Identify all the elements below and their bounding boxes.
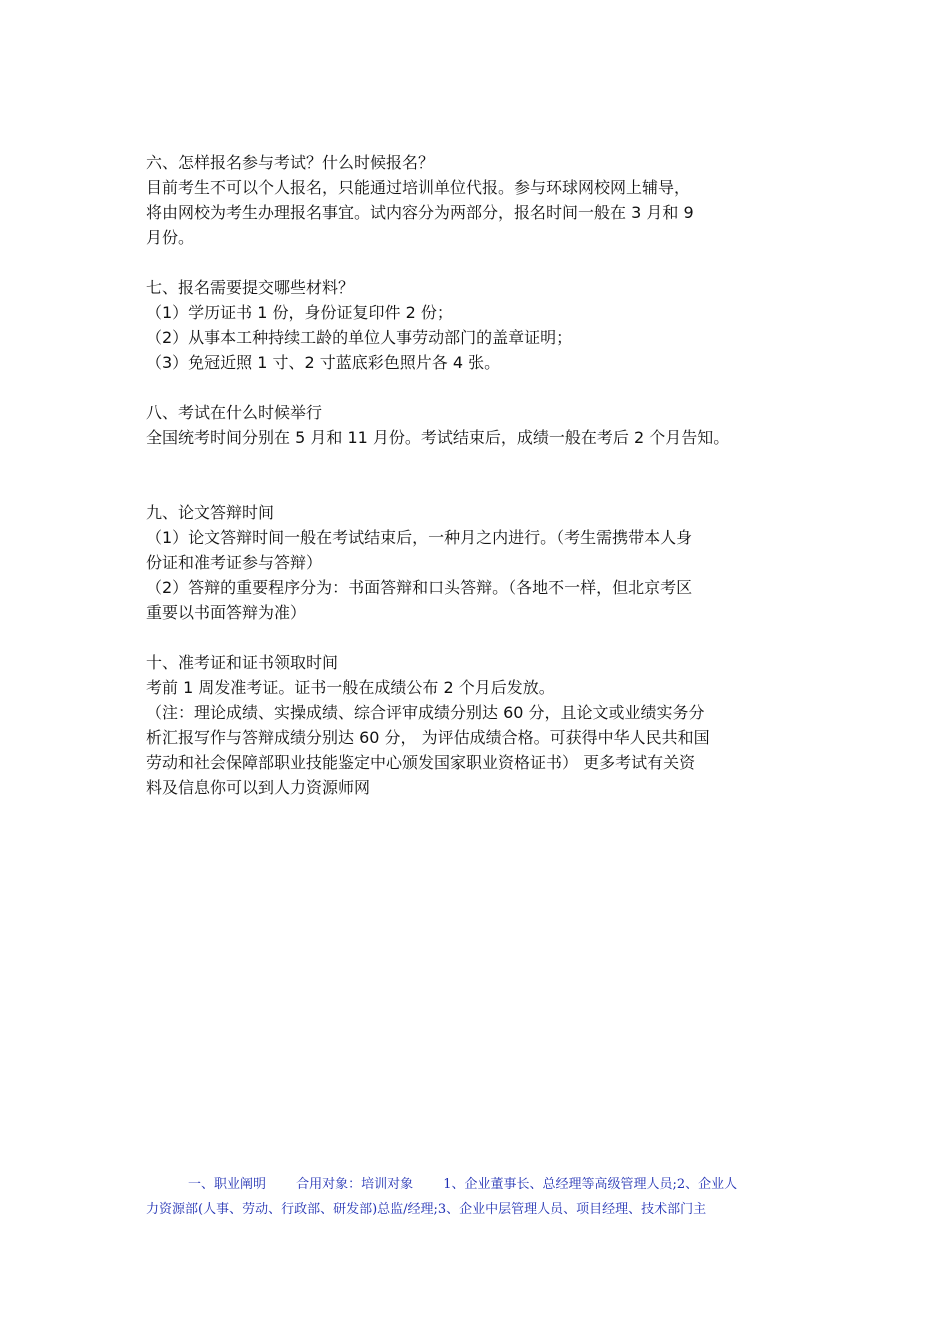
spacer [146,375,836,400]
document-body [146,150,836,800]
footer-line-2: 力资源部(人事、劳动、行政部、研发部)总监/经理;3、企业中层管理人员、项目经理、技术部门主 [146,1202,707,1217]
section-6-line-3: 月份。 [146,228,195,247]
section-9-line-3: （2）答辩的重要程序分为：书面答辩和口头答辩。（各地不一样，但北京考区 [146,578,693,597]
section-9-line-4: 重要以书面答辩为准） [146,603,307,622]
section-10-line-2: （注：理论成绩、实操成绩、综合评审成绩分别达 60 分，且论文或业绩实务分 [146,703,705,722]
section-10-line-4: 劳动和社会保障部职业技能鉴定中心颁发国家职业资格证书） 更多考试有关资 [146,753,696,772]
spacer [146,625,836,650]
section-8-heading: 八、考试在什么时候举行 [146,403,323,422]
section-7-line-2: （2）从事本工种持续工龄的单位人事劳动部门的盖章证明； [146,328,573,347]
section-9-line-1: （1）论文答辩时间一般在考试结束后，一种月之内进行。（考生需携带本人身 [146,528,693,547]
section-10 [146,650,836,800]
section-9-heading: 九、论文答辩时间 [146,503,275,522]
spacer [146,450,836,500]
footer-text [146,1172,826,1222]
spacer [146,250,836,275]
section-6 [146,150,836,250]
section-10-line-5: 料及信息你可以到人力资源师网 [146,778,371,797]
section-7 [146,275,836,375]
section-9-line-2: 份证和准考证参与答辩） [146,553,323,572]
section-7-heading: 七、报名需要提交哪些材料？ [146,278,355,297]
section-9 [146,500,836,625]
section-6-line-1: 目前考生不可以个人报名，只能通过培训单位代报。参与环球网校网上辅导， [146,178,691,197]
section-10-line-1: 考前 1 周发准考证。证书一般在成绩公布 2 个月后发放。 [146,678,555,697]
section-7-line-1: （1）学历证书 1 份，身份证复印件 2 份； [146,303,453,322]
section-7-line-3: （3）免冠近照 1 寸、2 寸蓝底彩色照片各 4 张。 [146,353,501,372]
section-6-line-2: 将由网校为考生办理报名事宜。试内容分为两部分，报名时间一般在 3 月和 9 [146,203,694,222]
footer-line-1: 一、职业阐明 合用对象：培训对象 1、企业董事长、总经理等高级管理人员;2、企业人 [188,1177,738,1192]
section-10-line-3: 析汇报写作与答辩成绩分别达 60 分， 为评估成绩合格。可获得中华人民共和国 [146,728,710,747]
section-6-heading: 六、怎样报名参与考试？什么时候报名？ [146,153,435,172]
section-8-line-1: 全国统考时间分别在 5 月和 11 月份。考试结束后，成绩一般在考后 2 个月告知。 [146,428,730,447]
section-10-heading: 十、准考证和证书领取时间 [146,653,339,672]
section-8 [146,400,836,450]
